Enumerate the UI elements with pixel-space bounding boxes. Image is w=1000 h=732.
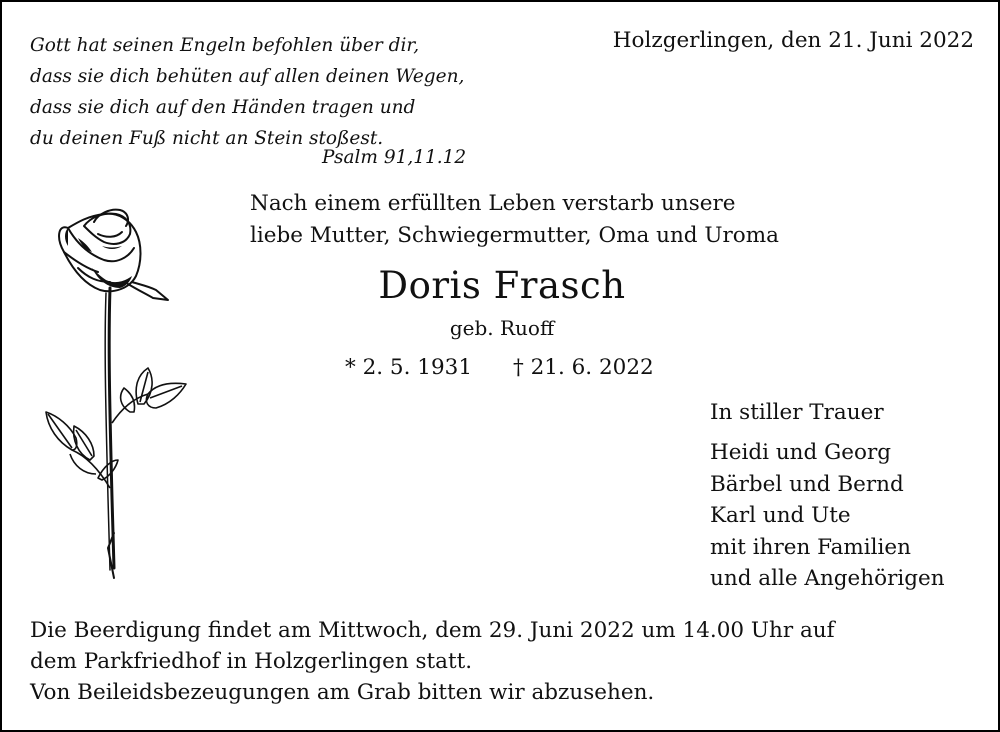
mourners-list: [710, 437, 945, 595]
funeral-line: Von Beileidsbezeugungen am Grab bitten wir abzusehen.: [30, 680, 655, 705]
deceased-name: Doris Frasch: [378, 264, 626, 307]
funeral-info: [30, 615, 835, 708]
maiden-name: geb. Ruoff: [449, 316, 555, 340]
mourner-line: mit ihren Familien: [710, 534, 912, 560]
intro-text: [250, 188, 779, 252]
mourner-line: Karl und Ute: [710, 503, 851, 528]
funeral-line: dem Parkfriedhof in Holzgerlingen statt.: [30, 649, 473, 674]
verse-reference: Psalm 91,11.12: [322, 147, 467, 168]
intro-line: liebe Mutter, Schwiegermutter, Oma und Uroma: [250, 223, 779, 248]
mourner-line: Heidi und Georg: [710, 440, 891, 465]
birth-date: * 2. 5. 1931: [345, 355, 472, 380]
verse-line: dass sie dich behüten auf allen deinen Wegen,: [30, 66, 465, 87]
intro-line: Nach einem erfüllten Leben verstarb unsere: [250, 191, 736, 216]
death-date: † 21. 6. 2022: [513, 355, 654, 380]
place-date: Holzgerlingen, den 21. Juni 2022: [612, 28, 974, 53]
verse-line: dass sie dich auf den Händen tragen und: [30, 97, 416, 118]
mourner-line: Bärbel und Bernd: [710, 471, 904, 497]
funeral-line: Die Beerdigung findet am Mittwoch, dem 29. Juni 2022 um 14.00 Uhr auf: [30, 618, 835, 643]
verse-line: Gott hat seinen Engeln befohlen über dir,: [30, 35, 420, 56]
mourning-label: In stiller Trauer: [710, 400, 884, 425]
rose-icon: [38, 198, 198, 582]
verse-line: du deinen Fuß nicht an Stein stoßest.: [30, 128, 384, 149]
mourner-line: und alle Angehörigen: [710, 566, 945, 591]
bible-verse: [30, 30, 464, 154]
